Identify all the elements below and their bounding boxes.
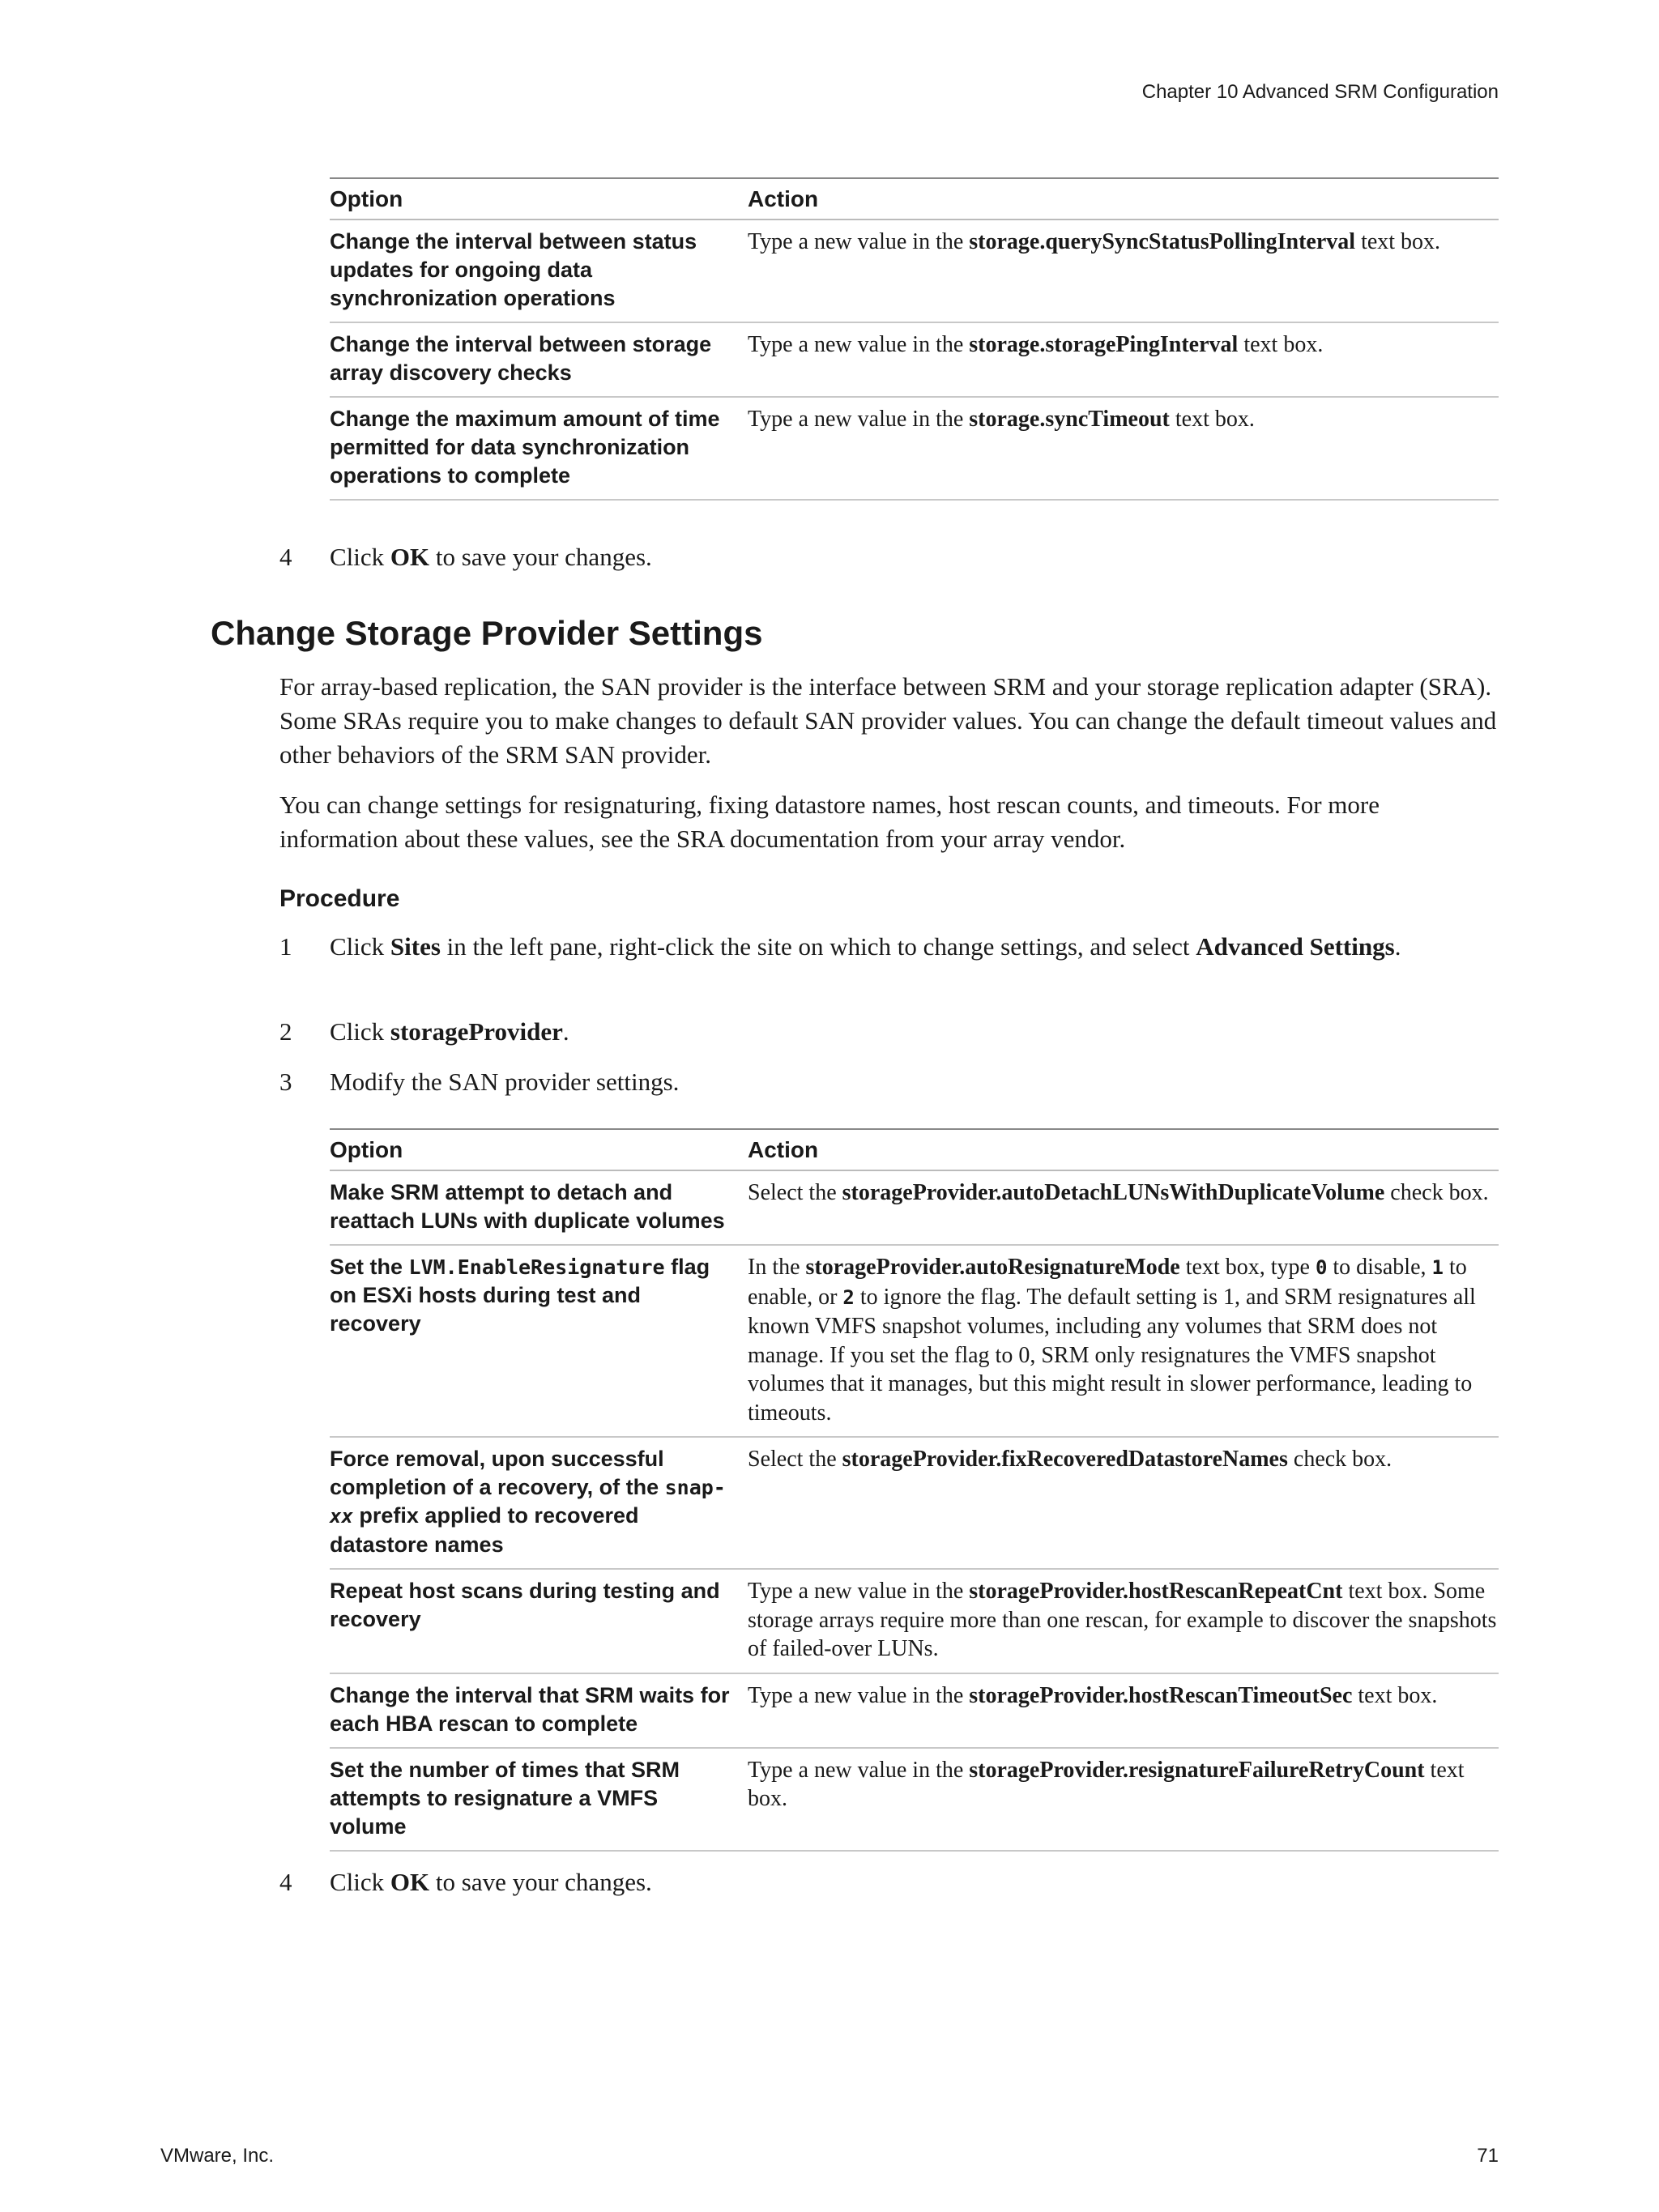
table-row [330,1748,1499,1851]
step-number: 4 [279,1868,292,1896]
setting-name: storageProvider.hostRescanRepeatCnt [969,1579,1343,1604]
section-title: Change Storage Provider Settings [211,614,763,652]
option-text: Set the [330,1255,409,1279]
action-cell [748,1437,1499,1569]
option-cell: Repeat host scans during testing and recovery [330,1569,748,1673]
setting-name: storage.storagePingInterval [969,332,1239,357]
step-number: 1 [279,932,292,961]
action-text: In the [748,1255,806,1280]
action-text: to enable, or [748,1255,1467,1310]
code-value: 0 [1315,1256,1328,1279]
ok-label: OK [390,1868,430,1896]
setting-name: storage.querySyncStatusPollingInterval [969,229,1356,254]
step-text: in the left pane, right-click the site on which to change settings, and select [440,932,1196,961]
table-row [330,219,1499,322]
setting-name: storageProvider.autoResignatureMode [805,1255,1180,1280]
action-text: text box. [1238,332,1324,357]
code-value: 1 [1431,1256,1444,1279]
table-row [330,1170,1499,1245]
procedure-heading: Procedure [279,885,400,912]
step-text: Click [330,1017,390,1046]
step-text: Click [330,543,390,571]
setting-name: storageProvider.fixRecoveredDatastoreNames [842,1447,1288,1472]
action-cell [748,1748,1499,1851]
step-text: to save your changes. [429,543,652,571]
step-1 [279,930,1499,964]
table-row [330,1569,1499,1673]
running-header: Chapter 10 Advanced SRM Configuration [1141,81,1499,103]
step-4-save [279,540,1499,574]
option-text: Force removal, upon successful completion of a recovery, of the [330,1447,665,1499]
step-text: . [1394,932,1401,961]
step-number: 4 [279,543,292,571]
action-cell [748,397,1499,500]
action-text: Type a new value in the [748,1579,970,1604]
table-header-row [330,178,1499,219]
column-header-action: Action [748,1129,1499,1170]
option-cell: Change the interval that SRM waits for each HBA rescan to complete [330,1673,748,1748]
footer-company: VMware, Inc. [160,2145,275,2167]
action-text: check box. [1287,1447,1392,1472]
details-paragraph: You can change settings for resignaturing, fixing datastore names, host rescan counts, and timeouts. For more information about these values, see the SRA documentation from your array vendor. [279,791,1380,853]
column-header-option: Option [330,1129,748,1170]
action-text: Type a new value in the [748,1757,970,1783]
action-cell [748,1569,1499,1673]
step-text: . [562,1017,569,1046]
action-text: Type a new value in the [748,229,970,254]
table-row [330,1437,1499,1569]
options-table-storage [330,177,1499,501]
option-cell: Change the interval between storage array discovery checks [330,322,748,397]
action-text: check box. [1384,1180,1489,1205]
action-cell [748,1673,1499,1748]
table-row [330,397,1499,500]
table-row [330,322,1499,397]
option-text: prefix applied to recovered datastore names [330,1503,639,1557]
step-number: 2 [279,1017,292,1046]
setting-name: storageProvider.autoDetachLUNsWithDuplicateVolume [842,1180,1385,1205]
action-cell [748,322,1499,397]
step-2 [279,1015,1499,1049]
table-header-row [330,1129,1499,1170]
table-row [330,1673,1499,1748]
column-header-option: Option [330,178,748,219]
action-text: text box. Some storage arrays require more than one rescan, for example to discover the snapshots of failed-over LUNs. [748,1579,1497,1661]
option-cell [330,1245,748,1437]
action-text: text box. [1169,407,1255,432]
intro-paragraph: For array-based replication, the SAN provider is the interface between SRM and your storage replication adapter (SRA). Some SRAs require you to make changes to default SAN provider values. You can change the default timeout values and other behaviors of the SRM SAN provider. [279,672,1497,769]
step-text: to save your changes. [429,1868,652,1896]
ok-label: OK [390,543,430,571]
action-cell [748,1245,1499,1437]
step-text: Click [330,932,390,961]
setting-name: storageProvider.resignatureFailureRetryCount [969,1757,1425,1783]
options-table-storage-provider [330,1128,1499,1852]
action-text: Select the [748,1447,842,1472]
code-flag: LVM.EnableResignature [408,1255,665,1279]
option-cell [330,1437,748,1569]
option-cell: Set the number of times that SRM attempts to resignature a VMFS volume [330,1748,748,1851]
storage-provider-label: storageProvider [390,1017,563,1046]
column-header-action: Action [748,178,1499,219]
action-text: text box. [1352,1682,1438,1708]
option-cell: Make SRM attempt to detach and reattach LUNs with duplicate volumes [330,1170,748,1245]
step-3 [279,1065,1499,1099]
option-text: flag on ESXi hosts during test and recovery [330,1255,710,1336]
action-text: Type a new value in the [748,1682,970,1708]
step-number: 3 [279,1068,292,1096]
action-text: to ignore the flag. The default setting is 1, and SRM resignatures all known VMFS snapshot volumes, including any volumes that SRM does not manage. If you set the flag to 0, SRM only resignatures the VMFS snapshot volumes that it manages, but this might result in slower performance, leading to timeouts. [748,1284,1476,1426]
action-cell [748,219,1499,322]
action-text: text box. [1355,229,1441,254]
page-number: 71 [1477,2145,1499,2167]
action-text: to disable, [1327,1255,1432,1280]
setting-name: storage.syncTimeout [969,407,1170,432]
code-value: 2 [842,1285,855,1309]
code-prefix: snap- [664,1476,726,1499]
advanced-settings-label: Advanced Settings [1196,932,1395,961]
option-cell: Change the interval between status updates for ongoing data synchronization operations [330,219,748,322]
code-placeholder: xx [330,1505,353,1528]
table-row [330,1245,1499,1437]
step-text: Modify the SAN provider settings. [330,1068,680,1096]
action-text: Type a new value in the [748,332,970,357]
setting-name: storageProvider.hostRescanTimeoutSec [969,1682,1353,1708]
action-text: text box, type [1179,1255,1316,1280]
option-cell: Change the maximum amount of time permitted for data synchronization operations to complete [330,397,748,500]
action-text: Select the [748,1180,842,1205]
step-4-save-final [279,1865,1499,1899]
action-text: Type a new value in the [748,407,970,432]
sites-label: Sites [390,932,441,961]
action-cell [748,1170,1499,1245]
step-text: Click [330,1868,390,1896]
action-text: text box. [748,1757,1465,1811]
